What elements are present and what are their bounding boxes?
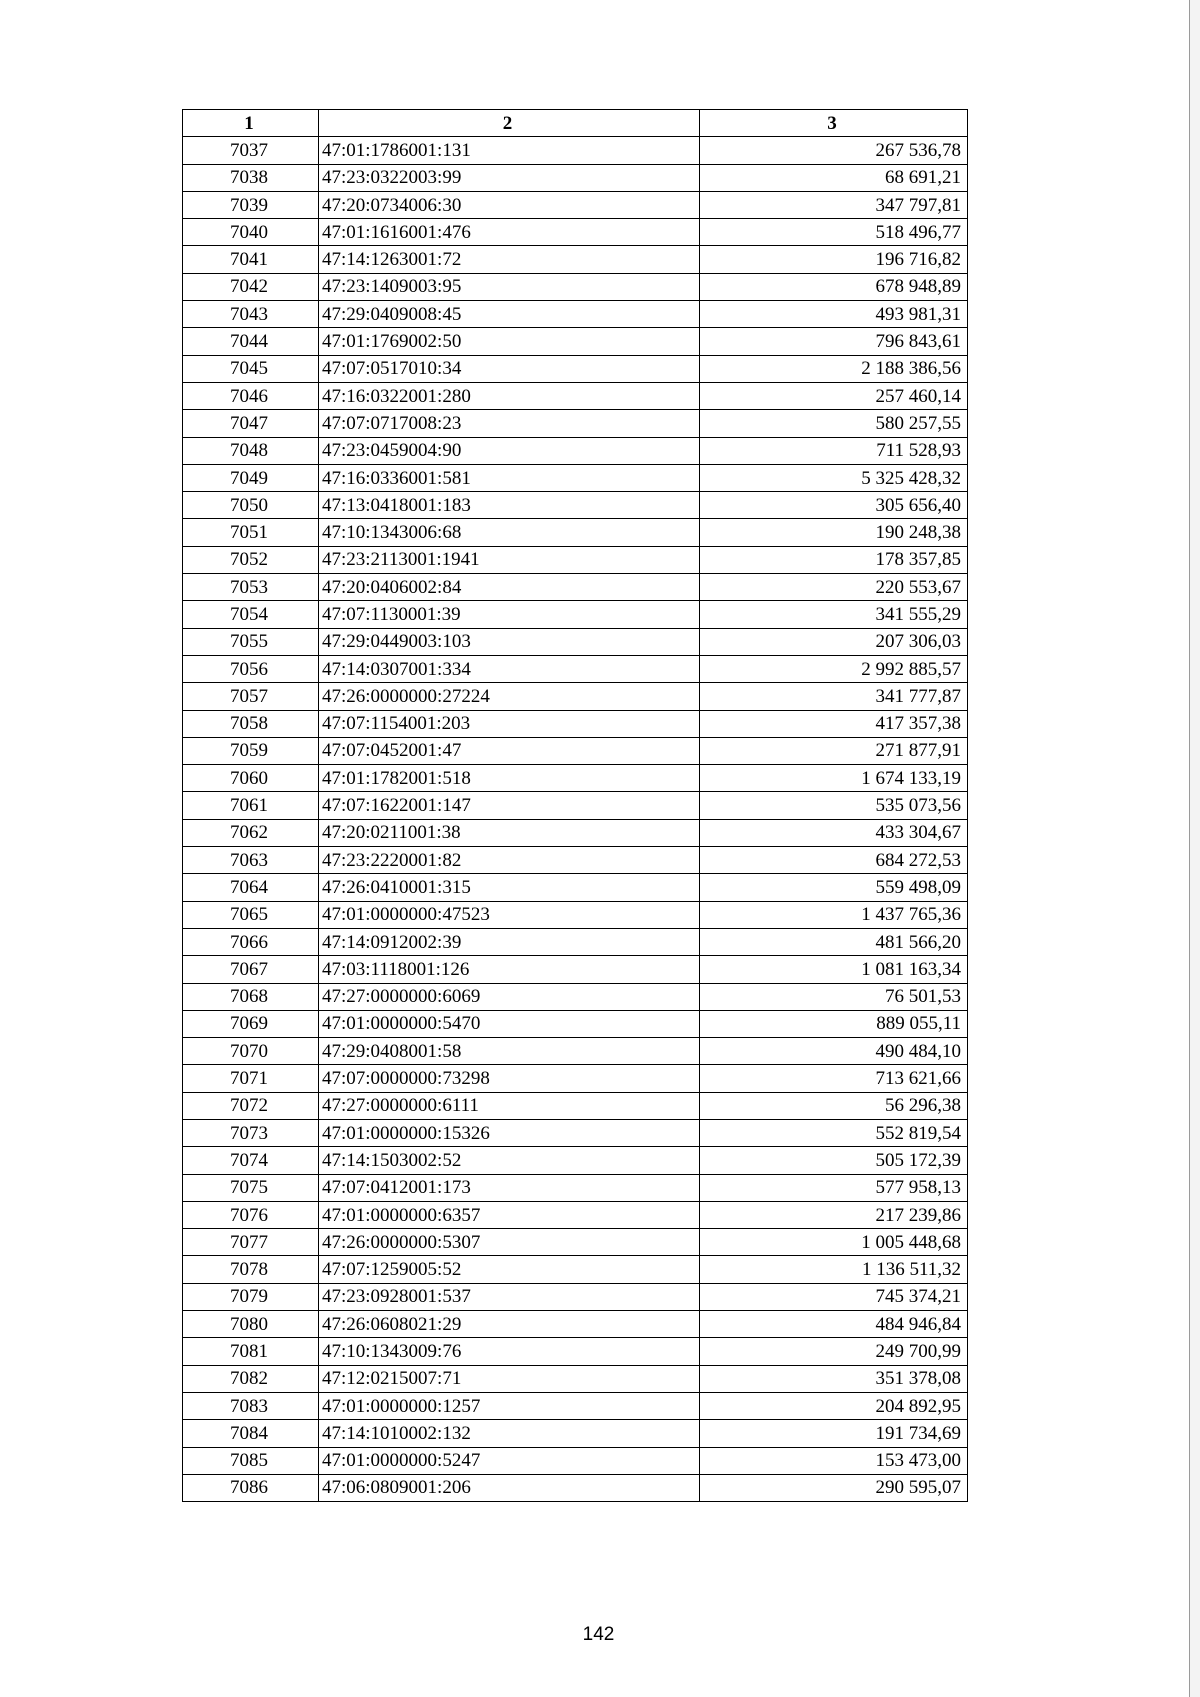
value-cell: 347 797,81 — [700, 191, 968, 218]
cadastral-number-cell: 47:01:0000000:6357 — [319, 1201, 700, 1228]
cadastral-number-cell: 47:07:0000000:73298 — [319, 1065, 700, 1092]
row-number-cell: 7069 — [183, 1010, 319, 1037]
cadastral-number-cell: 47:01:0000000:5470 — [319, 1010, 700, 1037]
table-row — [183, 655, 968, 682]
value-cell: 257 460,14 — [700, 382, 968, 409]
data-table — [182, 109, 968, 1502]
row-number-cell: 7081 — [183, 1338, 319, 1365]
table-row — [183, 219, 968, 246]
cadastral-number-cell: 47:20:0734006:30 — [319, 191, 700, 218]
table-row — [183, 901, 968, 928]
column-header-2: 2 — [319, 110, 700, 137]
row-number-cell: 7078 — [183, 1256, 319, 1283]
cadastral-number-cell: 47:07:0517010:34 — [319, 355, 700, 382]
table-header-row — [183, 110, 968, 137]
value-cell: 552 819,54 — [700, 1119, 968, 1146]
value-cell: 5 325 428,32 — [700, 464, 968, 491]
row-number-cell: 7048 — [183, 437, 319, 464]
row-number-cell: 7061 — [183, 792, 319, 819]
table-row — [183, 1010, 968, 1037]
table-row — [183, 956, 968, 983]
cadastral-number-cell: 47:23:0928001:537 — [319, 1283, 700, 1310]
table-row — [183, 191, 968, 218]
row-number-cell: 7074 — [183, 1147, 319, 1174]
table-row — [183, 792, 968, 819]
table-row — [183, 1229, 968, 1256]
table-row — [183, 874, 968, 901]
table-row — [183, 437, 968, 464]
row-number-cell: 7068 — [183, 983, 319, 1010]
table-row — [183, 765, 968, 792]
table-row — [183, 382, 968, 409]
value-cell: 1 136 511,32 — [700, 1256, 968, 1283]
cadastral-number-cell: 47:12:0215007:71 — [319, 1365, 700, 1392]
value-cell: 190 248,38 — [700, 519, 968, 546]
table-row — [183, 601, 968, 628]
row-number-cell: 7085 — [183, 1447, 319, 1474]
row-number-cell: 7059 — [183, 737, 319, 764]
cadastral-number-cell: 47:20:0406002:84 — [319, 574, 700, 601]
cadastral-number-cell: 47:26:0410001:315 — [319, 874, 700, 901]
value-cell: 518 496,77 — [700, 219, 968, 246]
value-cell: 305 656,40 — [700, 492, 968, 519]
cadastral-number-cell: 47:26:0000000:5307 — [319, 1229, 700, 1256]
cadastral-number-cell: 47:07:0412001:173 — [319, 1174, 700, 1201]
row-number-cell: 7052 — [183, 546, 319, 573]
cadastral-number-cell: 47:23:2113001:1941 — [319, 546, 700, 573]
row-number-cell: 7051 — [183, 519, 319, 546]
row-number-cell: 7067 — [183, 956, 319, 983]
cadastral-number-cell: 47:23:0459004:90 — [319, 437, 700, 464]
cadastral-number-cell: 47:26:0000000:27224 — [319, 683, 700, 710]
cadastral-number-cell: 47:29:0409008:45 — [319, 301, 700, 328]
cadastral-number-cell: 47:06:0809001:206 — [319, 1474, 700, 1501]
cadastral-number-cell: 47:14:0912002:39 — [319, 928, 700, 955]
cadastral-number-cell: 47:14:1503002:52 — [319, 1147, 700, 1174]
row-number-cell: 7076 — [183, 1201, 319, 1228]
row-number-cell: 7058 — [183, 710, 319, 737]
value-cell: 493 981,31 — [700, 301, 968, 328]
table-row — [183, 983, 968, 1010]
value-cell: 220 553,67 — [700, 574, 968, 601]
row-number-cell: 7038 — [183, 164, 319, 191]
value-cell: 271 877,91 — [700, 737, 968, 764]
page-number: 142 — [582, 1624, 615, 1645]
value-cell: 2 992 885,57 — [700, 655, 968, 682]
table-row — [183, 1065, 968, 1092]
table-row — [183, 1256, 968, 1283]
row-number-cell: 7045 — [183, 355, 319, 382]
row-number-cell: 7065 — [183, 901, 319, 928]
value-cell: 267 536,78 — [700, 137, 968, 164]
row-number-cell: 7056 — [183, 655, 319, 682]
table-row — [183, 164, 968, 191]
row-number-cell: 7073 — [183, 1119, 319, 1146]
value-cell: 191 734,69 — [700, 1420, 968, 1447]
cadastral-number-cell: 47:01:1782001:518 — [319, 765, 700, 792]
row-number-cell: 7070 — [183, 1038, 319, 1065]
table-row — [183, 1338, 968, 1365]
row-number-cell: 7037 — [183, 137, 319, 164]
cadastral-number-cell: 47:13:0418001:183 — [319, 492, 700, 519]
value-cell: 505 172,39 — [700, 1147, 968, 1174]
page-edge — [1189, 0, 1200, 1697]
table-row — [183, 928, 968, 955]
table-row — [183, 1365, 968, 1392]
value-cell: 207 306,03 — [700, 628, 968, 655]
cadastral-number-cell: 47:23:1409003:95 — [319, 273, 700, 300]
value-cell: 684 272,53 — [700, 847, 968, 874]
cadastral-number-cell: 47:03:1118001:126 — [319, 956, 700, 983]
column-header-1: 1 — [183, 110, 319, 137]
row-number-cell: 7060 — [183, 765, 319, 792]
row-number-cell: 7042 — [183, 273, 319, 300]
cadastral-number-cell: 47:01:1616001:476 — [319, 219, 700, 246]
cadastral-number-cell: 47:07:1622001:147 — [319, 792, 700, 819]
cadastral-number-cell: 47:14:0307001:334 — [319, 655, 700, 682]
table-row — [183, 1283, 968, 1310]
table-row — [183, 710, 968, 737]
row-number-cell: 7041 — [183, 246, 319, 273]
value-cell: 68 691,21 — [700, 164, 968, 191]
row-number-cell: 7046 — [183, 382, 319, 409]
row-number-cell: 7050 — [183, 492, 319, 519]
cadastral-number-cell: 47:01:0000000:1257 — [319, 1392, 700, 1419]
table-row — [183, 1201, 968, 1228]
row-number-cell: 7053 — [183, 574, 319, 601]
cadastral-number-cell: 47:01:0000000:15326 — [319, 1119, 700, 1146]
value-cell: 1 437 765,36 — [700, 901, 968, 928]
row-number-cell: 7083 — [183, 1392, 319, 1419]
row-number-cell: 7062 — [183, 819, 319, 846]
value-cell: 290 595,07 — [700, 1474, 968, 1501]
table-row — [183, 1311, 968, 1338]
value-cell: 1 005 448,68 — [700, 1229, 968, 1256]
value-cell: 341 777,87 — [700, 683, 968, 710]
cadastral-number-cell: 47:23:2220001:82 — [319, 847, 700, 874]
cadastral-number-cell: 47:07:0452001:47 — [319, 737, 700, 764]
row-number-cell: 7082 — [183, 1365, 319, 1392]
value-cell: 153 473,00 — [700, 1447, 968, 1474]
row-number-cell: 7049 — [183, 464, 319, 491]
table-row — [183, 246, 968, 273]
row-number-cell: 7064 — [183, 874, 319, 901]
table-row — [183, 628, 968, 655]
row-number-cell: 7054 — [183, 601, 319, 628]
table-row — [183, 1092, 968, 1119]
row-number-cell: 7072 — [183, 1092, 319, 1119]
cadastral-number-cell: 47:01:0000000:47523 — [319, 901, 700, 928]
cadastral-number-cell: 47:20:0211001:38 — [319, 819, 700, 846]
value-cell: 490 484,10 — [700, 1038, 968, 1065]
value-cell: 217 239,86 — [700, 1201, 968, 1228]
value-cell: 56 296,38 — [700, 1092, 968, 1119]
cadastral-number-cell: 47:27:0000000:6111 — [319, 1092, 700, 1119]
cadastral-number-cell: 47:01:1786001:131 — [319, 137, 700, 164]
row-number-cell: 7066 — [183, 928, 319, 955]
cadastral-number-cell: 47:14:1010002:132 — [319, 1420, 700, 1447]
value-cell: 713 621,66 — [700, 1065, 968, 1092]
cadastral-number-cell: 47:16:0336001:581 — [319, 464, 700, 491]
row-number-cell: 7057 — [183, 683, 319, 710]
value-cell: 678 948,89 — [700, 273, 968, 300]
table-row — [183, 683, 968, 710]
value-cell: 178 357,85 — [700, 546, 968, 573]
row-number-cell: 7044 — [183, 328, 319, 355]
table-row — [183, 1038, 968, 1065]
table-row — [183, 137, 968, 164]
table-row — [183, 819, 968, 846]
table-row — [183, 492, 968, 519]
table-row — [183, 410, 968, 437]
cadastral-number-cell: 47:14:1263001:72 — [319, 246, 700, 273]
value-cell: 484 946,84 — [700, 1311, 968, 1338]
row-number-cell: 7039 — [183, 191, 319, 218]
table-row — [183, 1174, 968, 1201]
row-number-cell: 7086 — [183, 1474, 319, 1501]
value-cell: 535 073,56 — [700, 792, 968, 819]
cadastral-number-cell: 47:10:1343009:76 — [319, 1338, 700, 1365]
row-number-cell: 7043 — [183, 301, 319, 328]
value-cell: 351 378,08 — [700, 1365, 968, 1392]
table-row — [183, 1147, 968, 1174]
table-row — [183, 847, 968, 874]
table-row — [183, 574, 968, 601]
value-cell: 580 257,55 — [700, 410, 968, 437]
cadastral-number-cell: 47:26:0608021:29 — [319, 1311, 700, 1338]
table-row — [183, 355, 968, 382]
value-cell: 481 566,20 — [700, 928, 968, 955]
row-number-cell: 7063 — [183, 847, 319, 874]
cadastral-number-cell: 47:27:0000000:6069 — [319, 983, 700, 1010]
row-number-cell: 7075 — [183, 1174, 319, 1201]
table-row — [183, 1420, 968, 1447]
table-row — [183, 328, 968, 355]
table-row — [183, 1474, 968, 1501]
value-cell: 1 081 163,34 — [700, 956, 968, 983]
value-cell: 204 892,95 — [700, 1392, 968, 1419]
value-cell: 577 958,13 — [700, 1174, 968, 1201]
row-number-cell: 7040 — [183, 219, 319, 246]
row-number-cell: 7055 — [183, 628, 319, 655]
value-cell: 433 304,67 — [700, 819, 968, 846]
cadastral-number-cell: 47:23:0322003:99 — [319, 164, 700, 191]
table-body — [183, 137, 968, 1502]
value-cell: 1 674 133,19 — [700, 765, 968, 792]
value-cell: 889 055,11 — [700, 1010, 968, 1037]
table-row — [183, 464, 968, 491]
cadastral-number-cell: 47:16:0322001:280 — [319, 382, 700, 409]
row-number-cell: 7047 — [183, 410, 319, 437]
cadastral-number-cell: 47:01:1769002:50 — [319, 328, 700, 355]
value-cell: 711 528,93 — [700, 437, 968, 464]
table-row — [183, 1119, 968, 1146]
value-cell: 196 716,82 — [700, 246, 968, 273]
value-cell: 745 374,21 — [700, 1283, 968, 1310]
table-row — [183, 301, 968, 328]
cadastral-number-cell: 47:07:1154001:203 — [319, 710, 700, 737]
cadastral-number-cell: 47:01:0000000:5247 — [319, 1447, 700, 1474]
cadastral-number-cell: 47:29:0449003:103 — [319, 628, 700, 655]
table-row — [183, 1392, 968, 1419]
row-number-cell: 7084 — [183, 1420, 319, 1447]
table-row — [183, 737, 968, 764]
column-header-3: 3 — [700, 110, 968, 137]
row-number-cell: 7071 — [183, 1065, 319, 1092]
cadastral-number-cell: 47:07:1130001:39 — [319, 601, 700, 628]
table-row — [183, 1447, 968, 1474]
cadastral-number-cell: 47:29:0408001:58 — [319, 1038, 700, 1065]
table-row — [183, 546, 968, 573]
value-cell: 559 498,09 — [700, 874, 968, 901]
value-cell: 341 555,29 — [700, 601, 968, 628]
table-row — [183, 273, 968, 300]
value-cell: 796 843,61 — [700, 328, 968, 355]
value-cell: 76 501,53 — [700, 983, 968, 1010]
cadastral-number-cell: 47:07:1259005:52 — [319, 1256, 700, 1283]
table-row — [183, 519, 968, 546]
value-cell: 2 188 386,56 — [700, 355, 968, 382]
value-cell: 249 700,99 — [700, 1338, 968, 1365]
cadastral-number-cell: 47:10:1343006:68 — [319, 519, 700, 546]
row-number-cell: 7079 — [183, 1283, 319, 1310]
value-cell: 417 357,38 — [700, 710, 968, 737]
row-number-cell: 7077 — [183, 1229, 319, 1256]
cadastral-number-cell: 47:07:0717008:23 — [319, 410, 700, 437]
row-number-cell: 7080 — [183, 1311, 319, 1338]
